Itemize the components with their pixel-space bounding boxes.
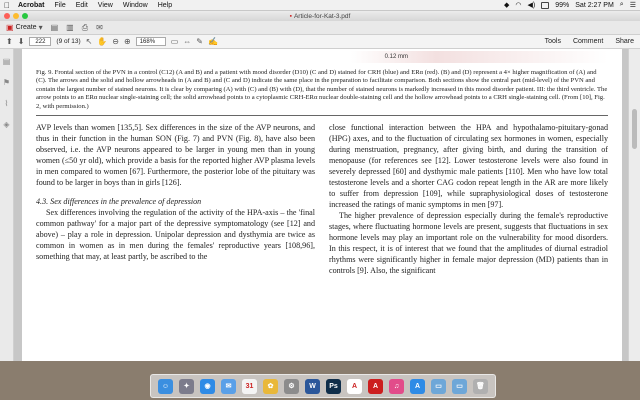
create-label: Create	[15, 24, 37, 31]
menu-app-name[interactable]: Acrobat	[12, 1, 39, 9]
dock-photoshop-icon[interactable]: Ps	[326, 379, 341, 394]
chevron-down-icon: ▾	[38, 23, 43, 32]
pdf-viewport[interactable]	[14, 49, 628, 361]
navigation-pane	[0, 49, 14, 361]
tools-tab[interactable]: Tools	[544, 38, 561, 45]
pdf-page	[22, 49, 622, 361]
save-icon[interactable]: ▥	[66, 23, 74, 32]
battery-percent: 99%	[555, 1, 570, 9]
print-icon[interactable]: ⎙	[81, 22, 89, 32]
dock-itunes-icon[interactable]: ♫	[389, 379, 404, 394]
zoom-in-icon[interactable]: ⊕	[124, 37, 131, 46]
figure-caption: Fig. 9. Frontal section of the PVN in a control (C12) (A and B) and a patient with mood disorder (D10) (C and D) stained for CRH (blue) and ERα (red). (B) and (D) represent a 4× higher magnification of (A) and (C). The arrows and the solid and hollow arrowheads in (A and B) and (C and D) indicate the same place in the preparation to facilitate comparison. Both sections show the central part (mid-level) of the PVN and contain the largest number of stained neurons. It is clear by comparing (A) with (C) and (B) with (D), that the number of stained neurons is markedly increased in this mood disorder patient. III: the third ventricle. The arrow points to an ERα nuclear single-staining cell; the solid arrowhead points to a cytoplasmic CRH-ERα nuclear double-staining cell and the hollow arrowhead points to a CRH single-staining cell. (From [10], Fig. 2, with permission.)	[36, 69, 608, 110]
dock-safari-icon[interactable]: ◉	[200, 379, 215, 394]
fit-width-icon[interactable]: ⇔	[183, 37, 192, 46]
comment-tab[interactable]: Comment	[572, 38, 604, 45]
page-count: (9 of 13)	[56, 38, 81, 45]
hand-tool-icon[interactable]: ✋	[97, 37, 108, 46]
zoom-select[interactable]: 168%	[136, 37, 166, 46]
share-tab[interactable]: Share	[615, 38, 634, 45]
bookmarks-icon[interactable]: ⚑	[2, 78, 11, 87]
main-toolbar	[0, 21, 640, 35]
dock-folder-icon[interactable]: ▭	[431, 379, 446, 394]
dropbox-icon[interactable]: ◆	[504, 2, 510, 9]
page-number-input[interactable]: 222	[29, 37, 51, 46]
two-column-body	[36, 122, 608, 276]
title-bar	[0, 11, 640, 21]
left-paragraph-2: Sex differences involving the regulation of the activity of the HPA-axis – the 'final common pathway' for a major part of the depressive symptomatology (see [12] and above) – play a role in depression. Unipolar depression and dysthymia are twice as common in women as in men during the females' reproductive years [108,96], something that may, at least partly, be ascribed to the	[36, 208, 315, 262]
dock-launchpad-icon[interactable]: ✦	[179, 379, 194, 394]
minimize-window-button[interactable]	[13, 13, 19, 19]
page-up-icon[interactable]: ⬆	[6, 37, 13, 46]
create-pdf-icon: ▣	[6, 23, 14, 32]
left-paragraph-1: AVP levels than women [135,5]. Sex differences in the size of the AVP neurons, and thus in their function in the human SON (Fig. 7) and PVN (Fig. 8), have also been observed, i.e. the AVP neurons appeared to be larger in young men than in young women (≤50 yr old), which provide a basis for the reported higher AVP plasma levels in men compared to women [67]. Furthermore, the posterior lobe of the pituitary was found to be larger in boys than in girls [126].	[36, 123, 315, 188]
scrollbar-thumb[interactable]	[632, 109, 637, 149]
zoom-out-icon[interactable]: ⊖	[112, 37, 119, 46]
scale-bar-label: 0.12 mm	[384, 54, 408, 60]
search-icon[interactable]: ⌕	[619, 1, 624, 8]
dock-folder-2-icon[interactable]: ▭	[452, 379, 467, 394]
select-cursor-icon[interactable]: ↖	[85, 37, 93, 46]
menu-bar	[0, 0, 640, 11]
attachments-icon[interactable]: ⌇	[4, 99, 9, 108]
document-icon: ▪	[289, 12, 292, 20]
dock-trash-icon[interactable]: 🗑	[473, 379, 488, 394]
dock-pdf-icon[interactable]: A	[347, 379, 362, 394]
dock-acrobat-icon[interactable]: A	[368, 379, 383, 394]
window-title: Article-for-Kat-3.pdf	[293, 12, 351, 20]
right-paragraph-2: The higher prevalence of depression especially during the female's reproductive stages, where fluctuating hormone levels are present, suggests that fluctuations in sex hormone levels may play an important role on the vulnerability for mood disorders. In this respect, it is of interest that we found that the amplitudes of diurnal estradiol rhythms were significantly higher in female major depression (MD) patients than in controls [9]. Also, the significant	[329, 211, 608, 276]
clock[interactable]: Sat 2:27 PM	[575, 1, 614, 9]
volume-icon[interactable]: ◀)	[527, 2, 536, 9]
section-heading: 4.3. Sex differences in the prevalence of depression	[36, 197, 202, 207]
right-column	[329, 122, 608, 276]
open-icon[interactable]: ▤	[50, 23, 59, 32]
notification-icon[interactable]: ☰	[629, 2, 636, 9]
status-tray	[504, 1, 636, 9]
create-button[interactable]	[6, 23, 43, 32]
dock-mail-icon[interactable]: ✉	[221, 379, 236, 394]
fit-page-icon[interactable]: ▭	[170, 37, 179, 46]
close-window-button[interactable]	[4, 13, 10, 19]
dock	[150, 374, 496, 398]
page-down-icon[interactable]: ⬇	[17, 37, 25, 46]
acrobat-window	[0, 11, 640, 361]
menu-window[interactable]: Window	[116, 1, 142, 9]
document-area	[0, 49, 640, 361]
menu-view[interactable]: View	[91, 1, 107, 9]
sign-icon[interactable]: ✍	[207, 37, 218, 46]
figure-image-strip	[36, 51, 608, 63]
wifi-icon[interactable]: ◠	[515, 2, 522, 9]
dock-system-prefs-icon[interactable]: ⚙	[284, 379, 299, 394]
menu-help[interactable]: Help	[151, 1, 167, 9]
page-thumbnails-icon[interactable]: ▤	[2, 57, 11, 66]
dock-photos-icon[interactable]: ✿	[263, 379, 278, 394]
menu-file[interactable]: File	[48, 1, 60, 9]
zoom-window-button[interactable]	[22, 13, 28, 19]
dock-finder-icon[interactable]: ☺	[158, 379, 173, 394]
left-column	[36, 122, 315, 276]
menu-edit[interactable]: Edit	[69, 1, 82, 9]
navigation-toolbar	[0, 35, 640, 49]
vertical-scrollbar[interactable]	[628, 49, 640, 361]
right-paragraph-1: close functional interaction between the HPA and hypothalamo-pituitary-gonad (HPG) axes, and to the fluctuation of circulating sex hormones in women, especially during menstruation, pregnancy, after giving birth, and during the transition of menopause (for references see [12]. Lower testosterone levels were also found in severely depressed [60] and dysthymic male patients [110]. Men who have low total testosterone levels and a shorter CAG codon repeat length in the AR are more likely to suffer from depression [109], while supraphysiological doses of testosterone increased the ratings of manic symptoms in men [97].	[329, 123, 608, 210]
battery-icon[interactable]	[541, 2, 549, 9]
layers-icon[interactable]: ◈	[3, 120, 10, 129]
comment-bubble-icon[interactable]: ✎	[196, 37, 203, 46]
dock-calendar-icon[interactable]: 31	[242, 379, 257, 394]
dock-app-store-icon[interactable]: A	[410, 379, 425, 394]
dock-word-icon[interactable]: W	[305, 379, 320, 394]
caption-divider	[36, 115, 608, 116]
email-icon[interactable]: ✉	[96, 23, 103, 32]
apple-menu-icon[interactable]	[4, 1, 10, 10]
